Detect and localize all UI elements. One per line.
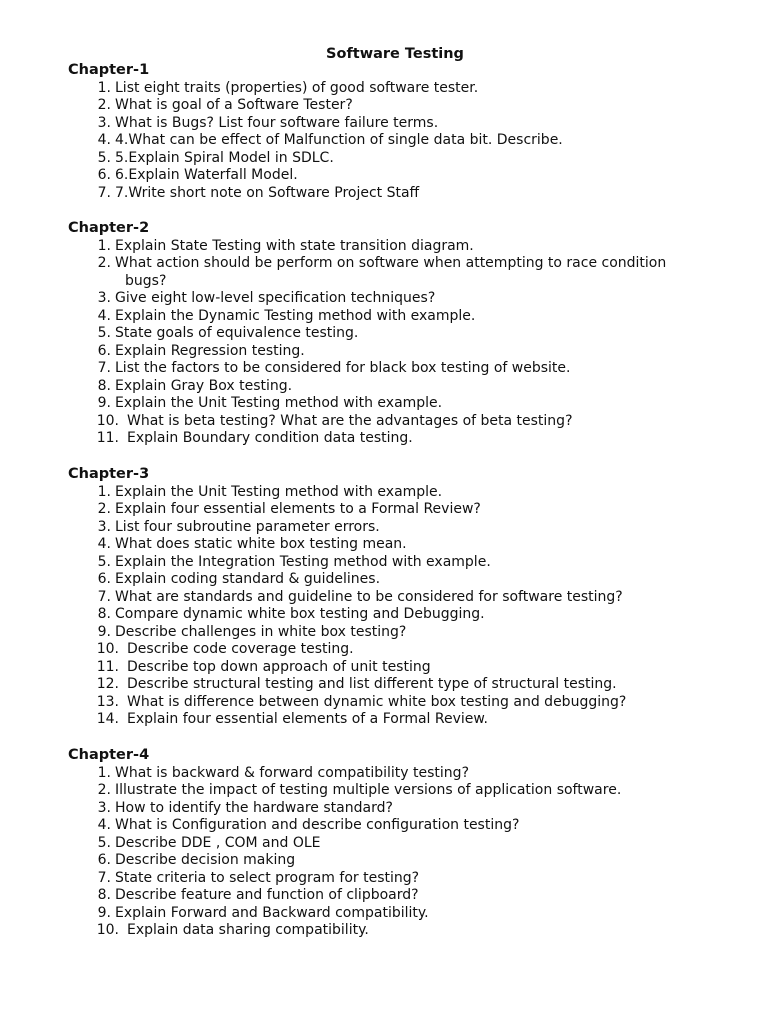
list-item: 3. List four subroutine parameter errors. [68,519,748,537]
question-text: Explain the Unit Testing method with example. [115,483,443,500]
list-item: 11. Explain Boundary condition data testing. [68,430,748,448]
list-item: 2. Illustrate the impact of testing multiple versions of application software. [68,782,748,800]
list-item: 8. Describe feature and function of clipboard? [68,887,748,905]
question-text: Describe structural testing and list different type of structural testing. [127,676,617,692]
question-text: 6.Explain Waterfall Model. [115,167,298,183]
question-text: Compare dynamic white box testing and Debugging. [115,606,485,622]
question-text: List the factors to be considered for black box testing of website. [115,360,571,376]
chapter-title: Chapter-4 [68,747,150,763]
list-item: 8. Explain Gray Box testing. [68,378,748,396]
question-text: Give eight low-level specification techniques? [115,290,436,306]
chapter-1 [68,62,748,202]
question-text: What is Configuration and describe configuration testing? [115,817,520,833]
chapter-3 [68,466,748,729]
list-item: 6. Explain Regression testing. [68,343,748,361]
list-item: 9. Describe challenges in white box testing? [68,624,748,642]
list-item: 11. Describe top down approach of unit testing [68,659,748,677]
question-text: Explain the Integration Testing method with example. [115,553,491,570]
question-text: 7.Write short note on Software Project Staff [115,184,420,201]
question-text: What action should be perform on software when attempting to race condition [115,255,667,271]
question-text: What is backward & forward compatibility testing? [115,764,469,781]
question-text: Explain Forward and Backward compatibility. [115,904,429,921]
list-item: 14. Explain four essential elements of a Formal Review. [68,711,748,729]
chapter-4 [68,747,748,940]
list-item: 10. Explain data sharing compatibility. [68,922,748,940]
question-text: Describe DDE , COM and OLE [115,834,321,851]
question-text: Explain data sharing compatibility. [127,922,369,938]
question-list [68,80,748,203]
question-text: Explain Gray Box testing. [115,377,293,394]
question-text: Explain State Testing with state transition diagram. [115,237,474,254]
question-text: State criteria to select program for testing? [115,869,420,886]
list-item: 5. State goals of equivalence testing. [68,325,748,343]
question-text: What is goal of a Software Tester? [115,97,353,113]
question-text: List four subroutine parameter errors. [115,518,380,535]
list-item: 9. Explain the Unit Testing method with example. [68,395,748,413]
list-item: 12. Describe structural testing and list different type of structural testing. [68,676,748,694]
question-text: Describe feature and function of clipboard? [115,887,419,903]
list-item: 5. Describe DDE , COM and OLE [68,835,748,853]
question-list [68,484,748,729]
page-title: Software Testing [326,46,464,62]
list-item: 4. What does static white box testing mean. [68,536,748,554]
list-item: 4. 4.What can be effect of Malfunction of single data bit. Describe. [68,132,748,150]
list-item: 6. 6.Explain Waterfall Model. [68,167,748,185]
question-text: What are standards and guideline to be considered for software testing? [115,588,623,605]
list-item: 4. Explain the Dynamic Testing method with example. [68,308,748,326]
question-text: State goals of equivalence testing. [115,325,359,341]
chapter-title: Chapter-3 [68,466,150,482]
question-text: Explain the Dynamic Testing method with example. [115,307,476,324]
list-item: 7. List the factors to be considered for black box testing of website. [68,360,748,378]
list-item: 3. Give eight low-level specification techniques? [68,290,748,308]
question-text: What is beta testing? What are the advantages of beta testing? [127,412,573,429]
list-item: 1. What is backward & forward compatibility testing? [68,765,748,783]
list-item: 2. Explain four essential elements to a Formal Review? [68,501,748,519]
question-text: List eight traits (properties) of good software tester. [115,79,479,96]
list-item: 3. How to identify the hardware standard? [68,800,748,818]
list-item: 10. What is beta testing? What are the advantages of beta testing? [68,413,748,431]
question-text: Explain four essential elements of a Formal Review. [127,711,489,727]
question-text: What is Bugs? List four software failure terms. [115,114,439,131]
question-text: 5.Explain Spiral Model in SDLC. [115,149,334,166]
list-item: 1. Explain State Testing with state transition diagram. [68,238,748,256]
list-item: 2. What is goal of a Software Tester? [68,97,748,115]
list-item: 7. What are standards and guideline to be considered for software testing? [68,589,748,607]
question-text: Describe decision making [115,852,296,868]
question-text: Describe code coverage testing. [127,641,354,657]
list-item: 7. 7.Write short note on Software Project Staff [68,185,748,203]
list-item: 7. State criteria to select program for testing? [68,870,748,888]
list-item: 13. What is difference between dynamic white box testing and debugging? [68,694,748,712]
question-text: Explain Boundary condition data testing. [127,430,413,446]
question-text: Explain the Unit Testing method with example. [115,395,443,411]
list-item: 10. Describe code coverage testing. [68,641,748,659]
list-item: 4. What is Configuration and describe configuration testing? [68,817,748,835]
chapter-title: Chapter-2 [68,220,150,236]
question-text: Illustrate the impact of testing multiple versions of application software. [115,782,622,798]
question-list [68,238,748,448]
question-text: 4.What can be effect of Malfunction of single data bit. Describe. [115,132,563,148]
question-text: Explain Regression testing. [115,342,305,359]
list-item: 2. What action should be perform on software when attempting to race condition bugs? [68,255,748,290]
list-item: 1. List eight traits (properties) of good software tester. [68,80,748,98]
list-item: 9. Explain Forward and Backward compatibility. [68,905,748,923]
question-text: Describe challenges in white box testing? [115,623,407,640]
question-list [68,765,748,940]
list-item: 8. Compare dynamic white box testing and Debugging. [68,606,748,624]
question-text: How to identify the hardware standard? [115,799,393,816]
list-item: 5. 5.Explain Spiral Model in SDLC. [68,150,748,168]
list-item: 6. Explain coding standard & guidelines. [68,571,748,589]
question-text: Describe top down approach of unit testing [127,658,431,675]
list-item: 3. What is Bugs? List four software failure terms. [68,115,748,133]
question-text: Explain coding standard & guidelines. [115,571,381,587]
chapter-title: Chapter-1 [68,62,150,78]
question-text: What does static white box testing mean. [115,536,407,552]
question-text: Explain four essential elements to a Formal Review? [115,501,481,517]
chapter-2 [68,220,748,448]
question-text: What is difference between dynamic white box testing and debugging? [127,693,627,710]
list-item: 5. Explain the Integration Testing method with example. [68,554,748,572]
question-continuation: bugs? [125,272,167,289]
list-item: 6. Describe decision making [68,852,748,870]
list-item: 1. Explain the Unit Testing method with example. [68,484,748,502]
